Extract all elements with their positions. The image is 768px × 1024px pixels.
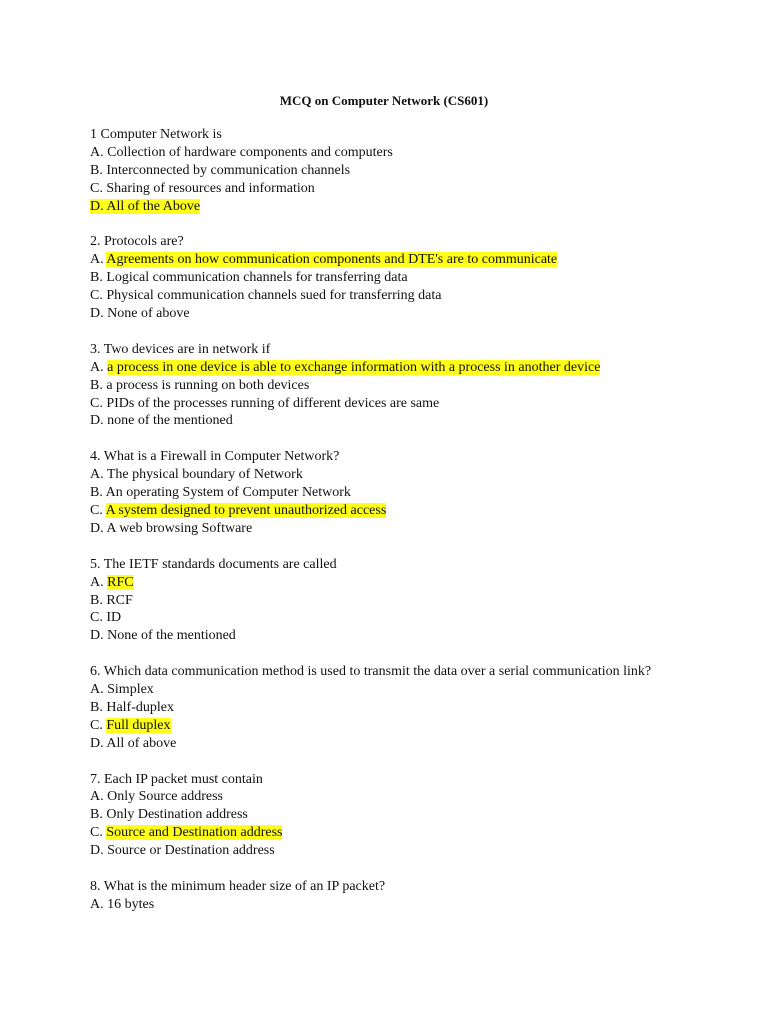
option-c-answer — [90, 717, 690, 735]
question-8 — [90, 878, 690, 914]
option-text: RCF — [106, 592, 133, 608]
option-text: Logical communication channels for transferring data — [106, 270, 408, 286]
option-a — [90, 896, 690, 914]
option-text: All of above — [106, 735, 177, 751]
option-letter: D. — [90, 198, 104, 214]
question-4 — [90, 448, 690, 538]
option-letter: A. — [90, 144, 104, 160]
option-letter: D. — [90, 843, 104, 859]
option-c-answer — [90, 502, 690, 520]
option-d — [90, 627, 690, 645]
option-text: A system designed to prevent unauthorized access — [105, 502, 387, 518]
option-c — [90, 180, 690, 198]
option-letter: C. — [90, 502, 103, 518]
question-text: 1 Computer Network is — [90, 127, 222, 142]
option-b — [90, 377, 690, 395]
option-letter: A. — [90, 682, 104, 698]
option-letter: D. — [90, 735, 104, 751]
option-d — [90, 520, 690, 538]
option-letter: B. — [90, 807, 103, 823]
option-text: Interconnected by communication channels — [106, 162, 351, 178]
option-text: a process in one device is able to exchange information with a process in another device — [107, 359, 601, 375]
question-text: 8. What is the minimum header size of an IP packet? — [90, 878, 386, 894]
question-text: 3. Two devices are in network if — [90, 341, 271, 357]
option-d — [90, 735, 690, 753]
option-letter: D. — [90, 413, 104, 429]
option-text: 16 bytes — [107, 896, 155, 912]
option-letter: C. — [90, 717, 103, 733]
option-b — [90, 269, 690, 287]
question-2 — [90, 233, 690, 323]
option-a-answer — [90, 359, 690, 377]
question-5 — [90, 556, 690, 646]
question-text: 5. The IETF standards documents are called — [90, 556, 337, 572]
option-b — [90, 699, 690, 717]
option-text: none of the mentioned — [107, 413, 233, 429]
option-text: RFC — [107, 574, 134, 590]
option-a-answer — [90, 574, 690, 592]
option-text: Only Source address — [107, 789, 223, 805]
option-text: Physical communication channels sued for transferring data — [106, 288, 442, 304]
question-text: 2. Protocols are? — [90, 234, 184, 250]
option-letter: C. — [90, 610, 103, 626]
option-d — [90, 842, 690, 860]
option-letter: A. — [90, 252, 104, 268]
option-letter: D. — [90, 628, 104, 644]
option-c-answer — [90, 824, 690, 842]
option-text: None of the mentioned — [107, 628, 236, 644]
option-d — [90, 412, 690, 430]
option-a — [90, 466, 690, 484]
option-letter: B. — [90, 699, 103, 715]
option-d-answer — [90, 198, 690, 216]
option-b — [90, 806, 690, 824]
option-letter: A. — [90, 467, 104, 483]
option-letter: B. — [90, 162, 103, 178]
option-b — [90, 162, 690, 180]
option-letter: A. — [90, 896, 104, 912]
option-text: Sharing of resources and information — [106, 180, 315, 196]
option-letter: D. — [90, 306, 104, 322]
option-a — [90, 788, 690, 806]
option-a-answer — [90, 251, 690, 269]
question-7 — [90, 771, 690, 861]
option-b — [90, 592, 690, 610]
option-d — [90, 305, 690, 323]
option-c — [90, 609, 690, 627]
option-letter: B. — [90, 377, 103, 393]
option-text: Source and Destination address — [106, 825, 283, 841]
option-text: Source or Destination address — [107, 843, 275, 859]
option-c — [90, 287, 690, 305]
option-text: Half-duplex — [106, 699, 174, 715]
option-text: The physical boundary of Network — [106, 467, 303, 483]
option-b — [90, 484, 690, 502]
option-text: PIDs of the processes running of different devices are same — [106, 395, 440, 411]
option-text: A web browsing Software — [106, 520, 253, 536]
question-text: 7. Each IP packet must contain — [90, 771, 263, 787]
question-1 — [90, 126, 690, 216]
option-text: Simplex — [107, 682, 154, 698]
question-text: 4. What is a Firewall in Computer Network? — [90, 449, 340, 465]
option-text: Collection of hardware components and computers — [107, 144, 393, 160]
question-3 — [90, 341, 690, 431]
option-letter: A. — [90, 359, 104, 375]
question-list — [90, 126, 690, 932]
option-text: Only Destination address — [106, 807, 248, 823]
option-letter: C. — [90, 180, 103, 196]
option-letter: C. — [90, 825, 103, 841]
page-title: MCQ on Computer Network (CS601) — [279, 93, 489, 108]
option-a — [90, 144, 690, 162]
option-text: All of the Above — [106, 198, 201, 214]
option-letter: D. — [90, 520, 104, 536]
option-letter: A. — [90, 789, 104, 805]
option-text: An operating System of Computer Network — [105, 485, 351, 501]
option-letter: B. — [90, 592, 103, 608]
option-letter: A. — [90, 574, 104, 590]
question-text: 6. Which data communication method is used to transmit the data over a serial communication link? — [90, 664, 652, 680]
option-letter: C. — [90, 288, 103, 304]
option-letter: C. — [90, 395, 103, 411]
option-a — [90, 681, 690, 699]
option-c — [90, 395, 690, 413]
option-text: a process is running on both devices — [106, 377, 310, 393]
option-text: Full duplex — [106, 717, 171, 733]
option-text: Agreements on how communication components and DTE's are to communicate — [106, 252, 558, 268]
option-letter: B. — [90, 270, 103, 286]
question-6 — [90, 663, 690, 753]
option-letter: B. — [90, 485, 103, 501]
option-text: None of above — [107, 306, 190, 322]
option-text: ID — [106, 610, 122, 626]
